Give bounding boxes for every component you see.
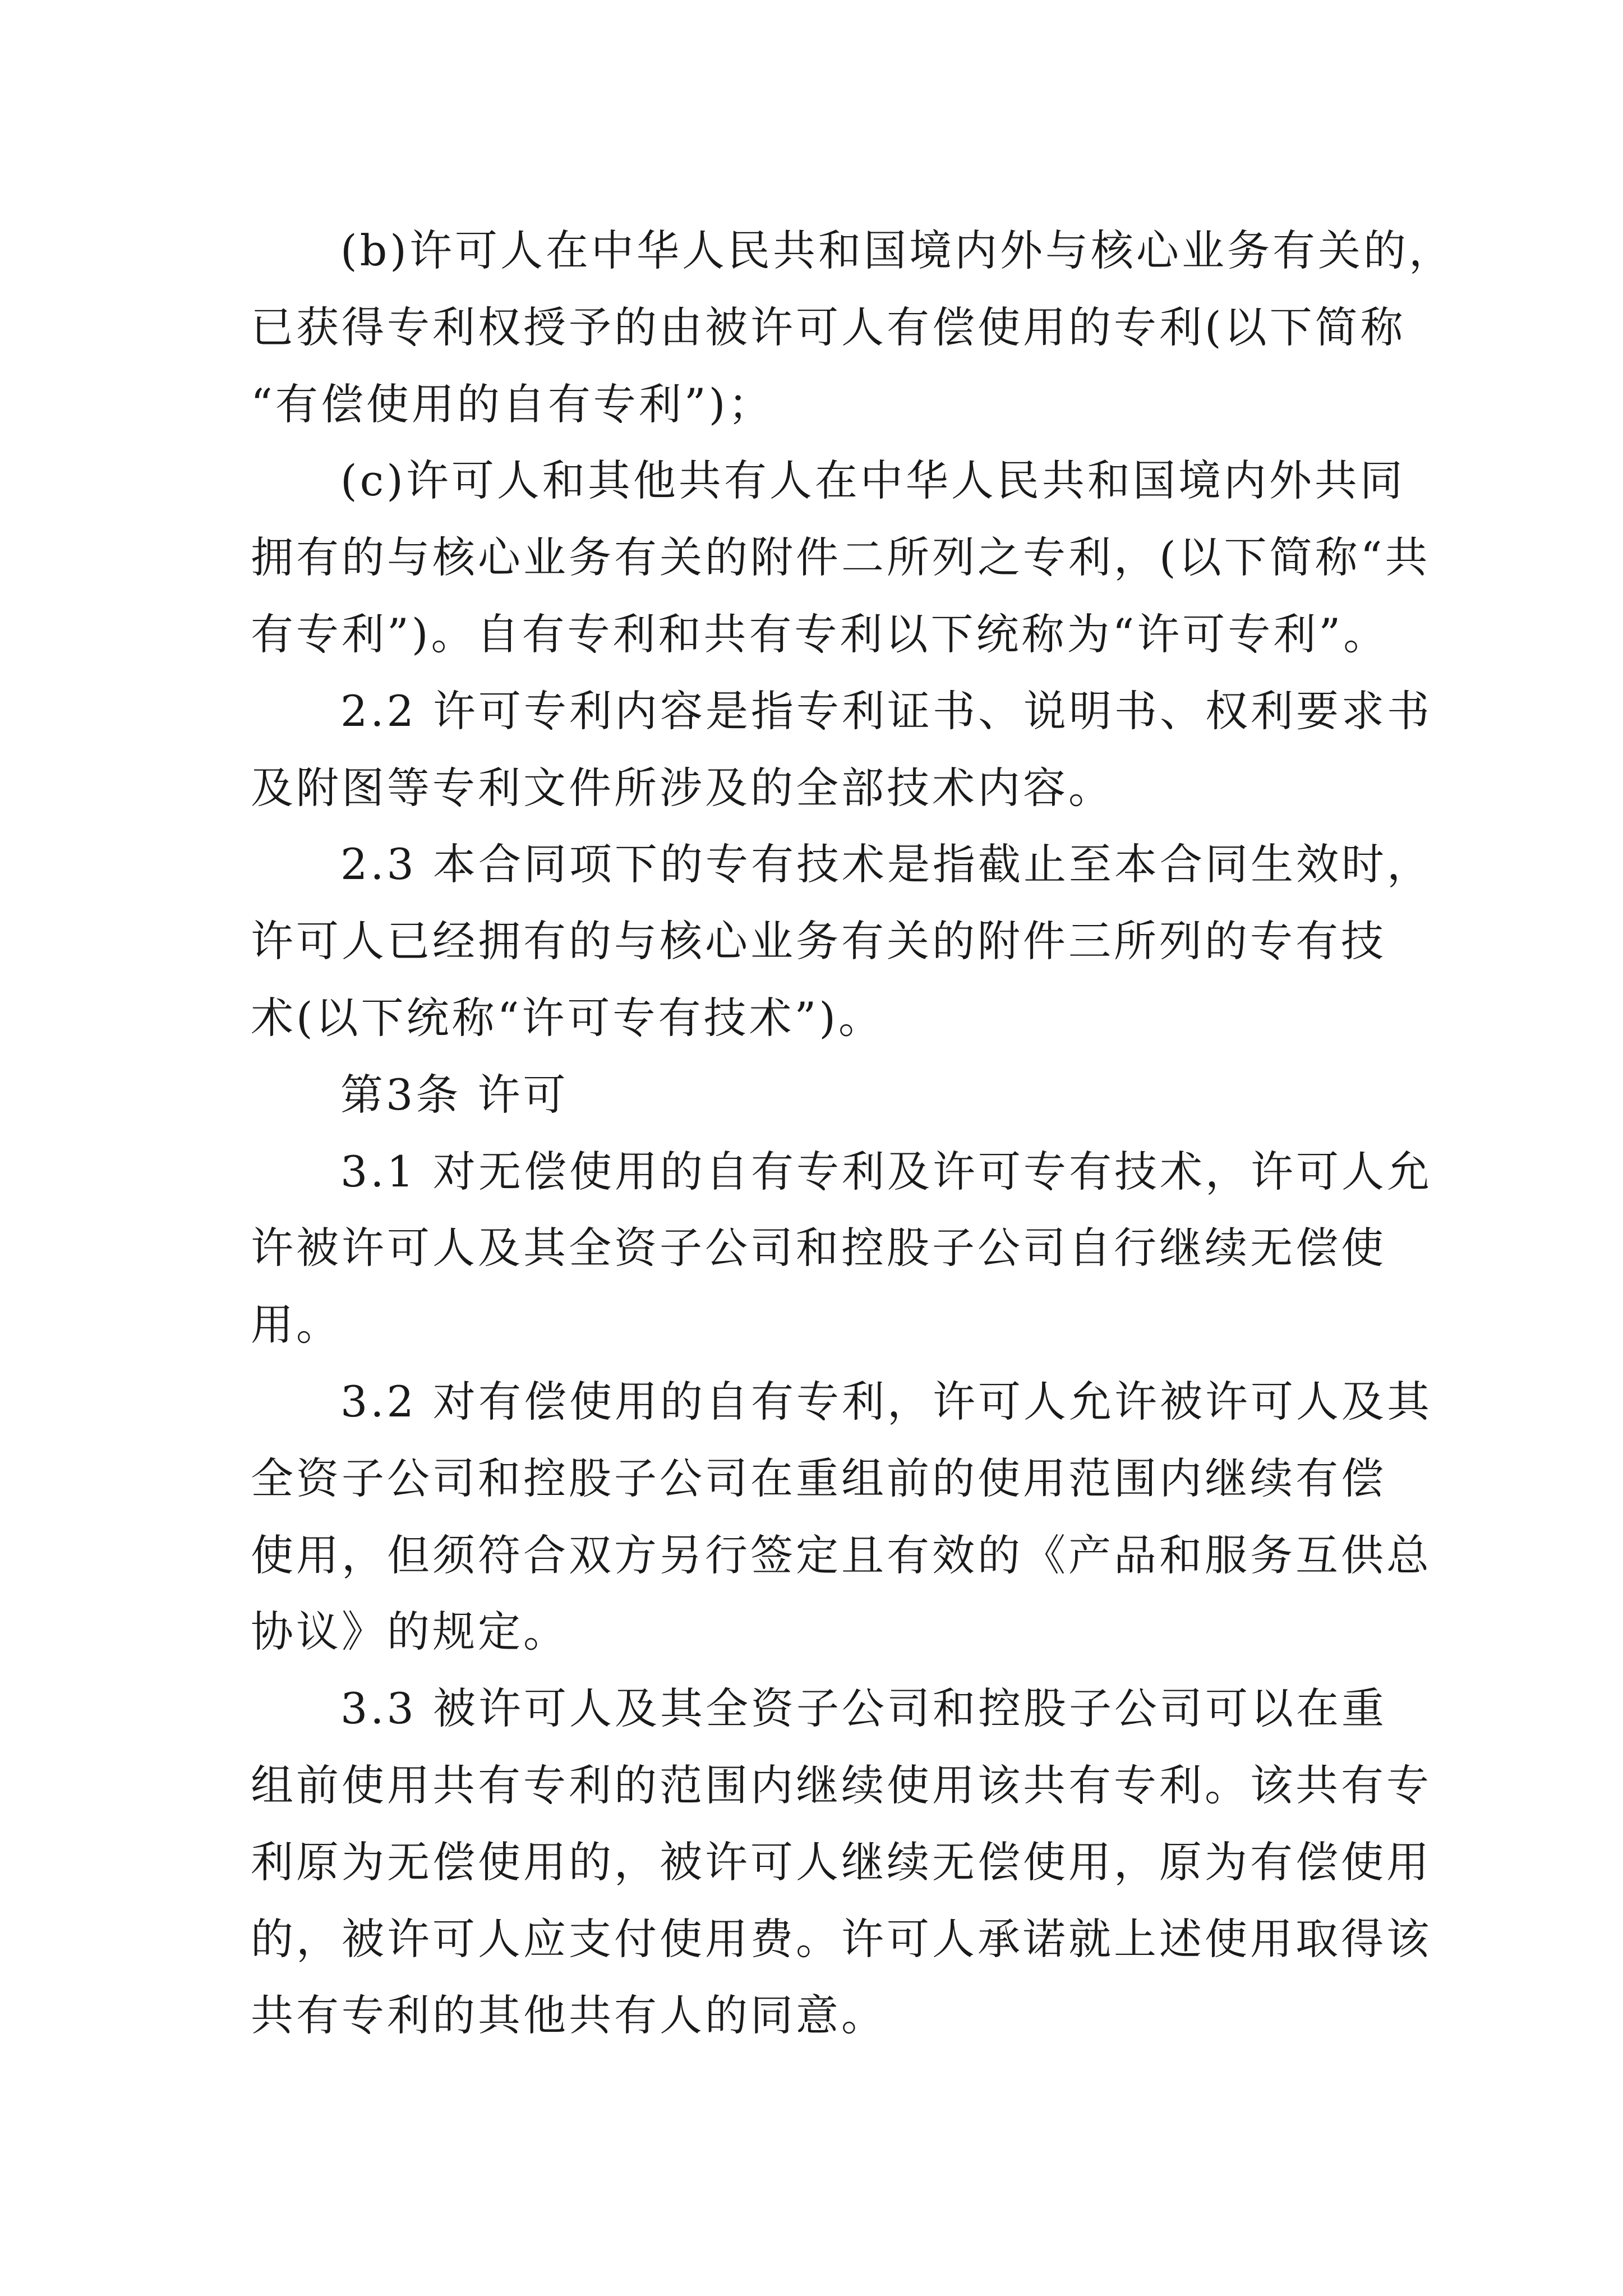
text-line: 3.3 被许可人及其全资子公司和控股子公司可以在重 bbox=[340, 1683, 1387, 1734]
text-line: 使用，但须符合双方另行签定且有效的《产品和服务互供总 bbox=[251, 1530, 1432, 1580]
text-line: “有偿使用的自有专利”)； bbox=[251, 379, 774, 429]
text-line: 已获得专利权授予的由被许可人有偿使用的专利(以下简称 bbox=[251, 302, 1406, 352]
text-line: 2.2 许可专利内容是指专利证书、说明书、权利要求书 bbox=[340, 685, 1433, 736]
text-line: 拥有的与核心业务有关的附件二所列之专利，(以下简称“共 bbox=[251, 532, 1431, 583]
article-3-heading bbox=[251, 1057, 1541, 1134]
text-line: 2.3 本合同项下的专有技术是指截止至本合同生效时， bbox=[340, 839, 1433, 890]
clause-b-paragraph bbox=[251, 213, 1541, 443]
document-page bbox=[251, 213, 1541, 2054]
text-line: 组前使用共有专利的范围内继续使用该共有专利。该共有专 bbox=[251, 1760, 1432, 1810]
text-line: 及附图等专利文件所涉及的全部技术内容。 bbox=[251, 762, 1114, 813]
heading-line: 第3条 许可 bbox=[340, 1069, 569, 1120]
text-line: 3.1 对无偿使用的自有专利及许可专有技术，许可人允 bbox=[340, 1146, 1433, 1197]
text-line: 共有专利的其他共有人的同意。 bbox=[251, 1990, 887, 2041]
text-line: 3.2 对有偿使用的自有专利，许可人允许被许可人及其 bbox=[340, 1376, 1433, 1427]
text-line: (c)许可人和其他共有人在中华人民共和国境内外共同 bbox=[340, 455, 1405, 506]
text-line: 许可人已经拥有的与核心业务有关的附件三所列的专有技 bbox=[251, 916, 1386, 967]
section-3-1-paragraph bbox=[251, 1134, 1541, 1364]
text-line: 协议》的规定。 bbox=[251, 1607, 569, 1657]
text-line: 全资子公司和控股子公司在重组前的使用范围内继续有偿 bbox=[251, 1453, 1386, 1503]
text-line: 术(以下统称“许可专有技术”)。 bbox=[251, 992, 884, 1043]
clause-c-paragraph bbox=[251, 443, 1541, 673]
section-2-2-paragraph bbox=[251, 673, 1541, 827]
text-line: (b)许可人在中华人民共和国境内外与核心业务有关的， bbox=[340, 226, 1454, 275]
text-line: 许被许可人及其全资子公司和控股子公司自行继续无偿使 bbox=[251, 1223, 1386, 1273]
text-line: 有专利”)。自有专利和共有专利以下统称为“许可专利”。 bbox=[251, 609, 1389, 659]
section-3-2-paragraph bbox=[251, 1364, 1541, 1671]
section-3-3-paragraph bbox=[251, 1671, 1541, 2054]
section-2-3-paragraph bbox=[251, 826, 1541, 1056]
text-line: 的，被许可人应支付使用费。许可人承诺就上述使用取得该 bbox=[251, 1913, 1432, 1964]
text-line: 利原为无偿使用的，被许可人继续无偿使用，原为有偿使用 bbox=[251, 1837, 1432, 1887]
text-line: 用。 bbox=[251, 1300, 342, 1350]
